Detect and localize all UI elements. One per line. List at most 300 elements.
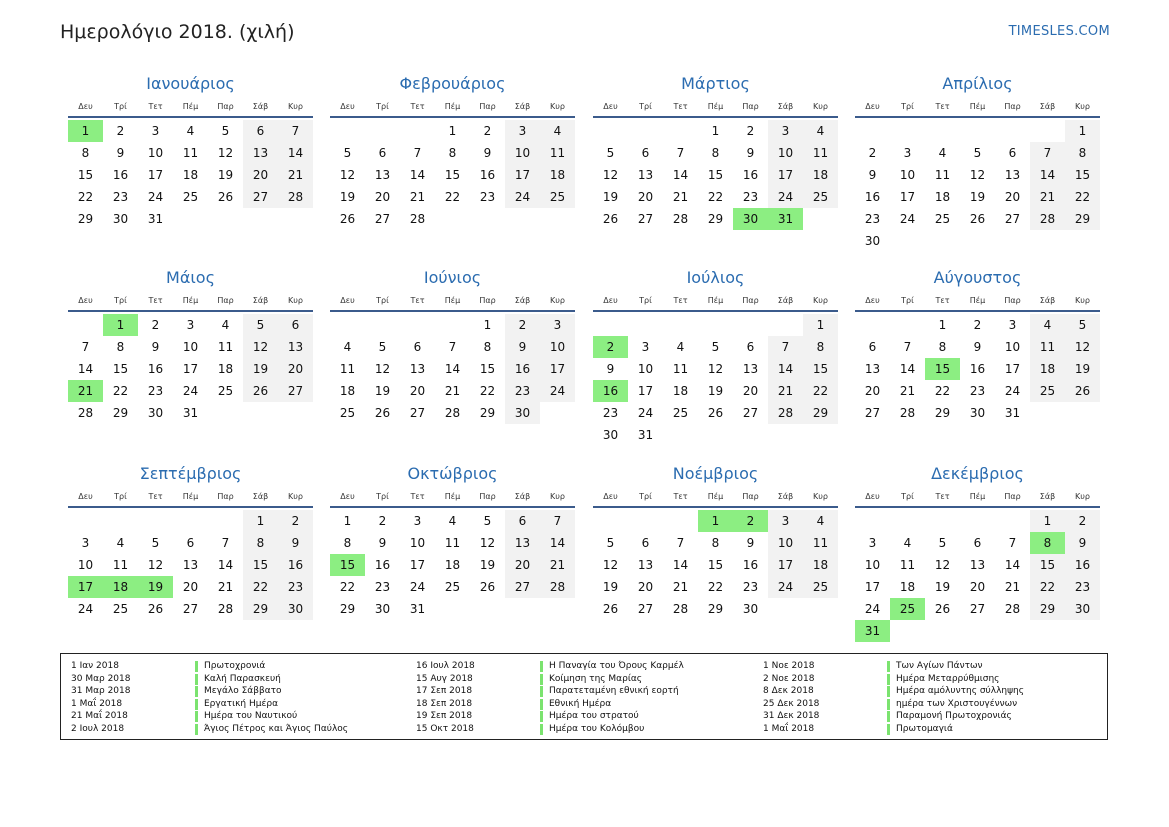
day-cell[interactable]: 2 xyxy=(746,124,755,138)
holiday-day-cell[interactable]: 8 xyxy=(1030,532,1065,554)
day-cell[interactable]: 6 xyxy=(1008,146,1017,160)
day-cell[interactable]: 18 xyxy=(339,384,356,398)
brand-link[interactable]: TIMESLES.COM xyxy=(1008,24,1110,39)
day-cell[interactable]: 16 xyxy=(742,168,759,182)
day-cell[interactable]: 11 xyxy=(672,362,689,376)
day-cell[interactable]: 19 xyxy=(217,168,234,182)
day-cell[interactable]: 20 xyxy=(374,190,391,204)
day-cell[interactable]: 8 xyxy=(448,146,457,160)
day-cell[interactable]: 1 xyxy=(1065,120,1100,142)
day-cell[interactable]: 21 xyxy=(1030,186,1065,208)
day-cell[interactable]: 29 xyxy=(77,212,94,226)
day-cell[interactable]: 27 xyxy=(182,602,199,616)
day-cell[interactable]: 13 xyxy=(637,558,654,572)
day-cell[interactable]: 23 xyxy=(864,212,881,226)
day-cell[interactable]: 22 xyxy=(707,580,724,594)
day-cell[interactable]: 3 xyxy=(768,120,803,142)
day-cell[interactable]: 26 xyxy=(243,380,278,402)
day-cell[interactable]: 26 xyxy=(934,602,951,616)
day-cell[interactable]: 18 xyxy=(803,164,838,186)
day-cell[interactable]: 1 xyxy=(343,514,352,528)
day-cell[interactable]: 8 xyxy=(711,536,720,550)
day-cell[interactable]: 30 xyxy=(147,406,164,420)
day-cell[interactable]: 24 xyxy=(899,212,916,226)
day-cell[interactable]: 11 xyxy=(217,340,234,354)
day-cell[interactable]: 17 xyxy=(768,164,803,186)
day-cell[interactable]: 21 xyxy=(217,580,234,594)
day-cell[interactable]: 20 xyxy=(864,384,881,398)
day-cell[interactable]: 1 xyxy=(1030,510,1065,532)
day-cell[interactable]: 13 xyxy=(243,142,278,164)
day-cell[interactable]: 25 xyxy=(1030,380,1065,402)
day-cell[interactable]: 11 xyxy=(540,142,575,164)
day-cell[interactable]: 20 xyxy=(637,580,654,594)
day-cell[interactable]: 31 xyxy=(409,602,426,616)
day-cell[interactable]: 17 xyxy=(899,190,916,204)
day-cell[interactable]: 1 xyxy=(243,510,278,532)
day-cell[interactable]: 23 xyxy=(742,190,759,204)
day-cell[interactable]: 25 xyxy=(540,186,575,208)
day-cell[interactable]: 24 xyxy=(768,186,803,208)
holiday-day-cell[interactable]: 1 xyxy=(103,314,138,336)
day-cell[interactable]: 13 xyxy=(374,168,391,182)
day-cell[interactable]: 10 xyxy=(147,146,164,160)
day-cell[interactable]: 12 xyxy=(934,558,951,572)
day-cell[interactable]: 19 xyxy=(602,190,619,204)
day-cell[interactable]: 27 xyxy=(637,212,654,226)
day-cell[interactable]: 10 xyxy=(637,362,654,376)
day-cell[interactable]: 31 xyxy=(182,406,199,420)
day-cell[interactable]: 7 xyxy=(1008,536,1017,550)
holiday-day-cell[interactable]: 16 xyxy=(593,380,628,402)
day-cell[interactable]: 7 xyxy=(903,340,912,354)
day-cell[interactable]: 9 xyxy=(151,340,160,354)
day-cell[interactable]: 2 xyxy=(973,318,982,332)
day-cell[interactable]: 10 xyxy=(1004,340,1021,354)
day-cell[interactable]: 5 xyxy=(606,146,615,160)
day-cell[interactable]: 3 xyxy=(768,510,803,532)
day-cell[interactable]: 23 xyxy=(278,576,313,598)
day-cell[interactable]: 3 xyxy=(641,340,650,354)
day-cell[interactable]: 8 xyxy=(483,340,492,354)
day-cell[interactable]: 23 xyxy=(602,406,619,420)
day-cell[interactable]: 7 xyxy=(768,336,803,358)
day-cell[interactable]: 9 xyxy=(1065,532,1100,554)
day-cell[interactable]: 30 xyxy=(278,598,313,620)
day-cell[interactable]: 30 xyxy=(969,406,986,420)
day-cell[interactable]: 8 xyxy=(938,340,947,354)
day-cell[interactable]: 9 xyxy=(746,146,755,160)
day-cell[interactable]: 31 xyxy=(147,212,164,226)
day-cell[interactable]: 4 xyxy=(938,146,947,160)
day-cell[interactable]: 15 xyxy=(707,558,724,572)
day-cell[interactable]: 20 xyxy=(742,384,759,398)
day-cell[interactable]: 10 xyxy=(768,142,803,164)
day-cell[interactable]: 9 xyxy=(505,336,540,358)
day-cell[interactable]: 23 xyxy=(969,384,986,398)
day-cell[interactable]: 23 xyxy=(147,384,164,398)
day-cell[interactable]: 26 xyxy=(147,602,164,616)
day-cell[interactable]: 10 xyxy=(899,168,916,182)
day-cell[interactable]: 23 xyxy=(505,380,540,402)
day-cell[interactable]: 27 xyxy=(409,406,426,420)
day-cell[interactable]: 1 xyxy=(483,318,492,332)
day-cell[interactable]: 28 xyxy=(899,406,916,420)
day-cell[interactable]: 18 xyxy=(540,164,575,186)
day-cell[interactable]: 16 xyxy=(864,190,881,204)
day-cell[interactable]: 15 xyxy=(77,168,94,182)
day-cell[interactable]: 30 xyxy=(374,602,391,616)
day-cell[interactable]: 17 xyxy=(540,358,575,380)
day-cell[interactable]: 28 xyxy=(77,406,94,420)
day-cell[interactable]: 4 xyxy=(186,124,195,138)
day-cell[interactable]: 24 xyxy=(505,186,540,208)
day-cell[interactable]: 27 xyxy=(505,576,540,598)
day-cell[interactable]: 5 xyxy=(1065,314,1100,336)
day-cell[interactable]: 24 xyxy=(1004,384,1021,398)
day-cell[interactable]: 24 xyxy=(540,380,575,402)
day-cell[interactable]: 28 xyxy=(1004,602,1021,616)
day-cell[interactable]: 9 xyxy=(278,532,313,554)
day-cell[interactable]: 26 xyxy=(339,212,356,226)
holiday-day-cell[interactable]: 31 xyxy=(768,208,803,230)
day-cell[interactable]: 16 xyxy=(147,362,164,376)
day-cell[interactable]: 25 xyxy=(934,212,951,226)
day-cell[interactable]: 24 xyxy=(77,602,94,616)
day-cell[interactable]: 24 xyxy=(182,384,199,398)
day-cell[interactable]: 6 xyxy=(186,536,195,550)
day-cell[interactable]: 26 xyxy=(602,602,619,616)
day-cell[interactable]: 28 xyxy=(672,602,689,616)
day-cell[interactable]: 7 xyxy=(676,146,685,160)
day-cell[interactable]: 21 xyxy=(1004,580,1021,594)
day-cell[interactable]: 3 xyxy=(868,536,877,550)
day-cell[interactable]: 27 xyxy=(637,602,654,616)
day-cell[interactable]: 21 xyxy=(672,580,689,594)
day-cell[interactable]: 11 xyxy=(112,558,129,572)
day-cell[interactable]: 1 xyxy=(938,318,947,332)
day-cell[interactable]: 28 xyxy=(217,602,234,616)
day-cell[interactable]: 20 xyxy=(969,580,986,594)
day-cell[interactable]: 2 xyxy=(868,146,877,160)
day-cell[interactable]: 29 xyxy=(1030,598,1065,620)
day-cell[interactable]: 15 xyxy=(479,362,496,376)
day-cell[interactable]: 24 xyxy=(147,190,164,204)
day-cell[interactable]: 2 xyxy=(505,314,540,336)
day-cell[interactable]: 14 xyxy=(672,168,689,182)
day-cell[interactable]: 21 xyxy=(899,384,916,398)
day-cell[interactable]: 20 xyxy=(243,164,278,186)
day-cell[interactable]: 8 xyxy=(711,146,720,160)
day-cell[interactable]: 9 xyxy=(606,362,615,376)
day-cell[interactable]: 24 xyxy=(409,580,426,594)
day-cell[interactable]: 26 xyxy=(217,190,234,204)
day-cell[interactable]: 18 xyxy=(899,580,916,594)
day-cell[interactable]: 4 xyxy=(903,536,912,550)
day-cell[interactable]: 7 xyxy=(448,340,457,354)
day-cell[interactable]: 17 xyxy=(147,168,164,182)
day-cell[interactable]: 3 xyxy=(903,146,912,160)
day-cell[interactable]: 27 xyxy=(243,186,278,208)
day-cell[interactable]: 22 xyxy=(1030,576,1065,598)
day-cell[interactable]: 12 xyxy=(217,146,234,160)
day-cell[interactable]: 8 xyxy=(343,536,352,550)
day-cell[interactable]: 2 xyxy=(278,510,313,532)
day-cell[interactable]: 13 xyxy=(637,168,654,182)
day-cell[interactable]: 2 xyxy=(378,514,387,528)
day-cell[interactable]: 5 xyxy=(606,536,615,550)
day-cell[interactable]: 2 xyxy=(151,318,160,332)
day-cell[interactable]: 4 xyxy=(343,340,352,354)
day-cell[interactable]: 25 xyxy=(182,190,199,204)
day-cell[interactable]: 27 xyxy=(374,212,391,226)
day-cell[interactable]: 15 xyxy=(112,362,129,376)
day-cell[interactable]: 23 xyxy=(112,190,129,204)
day-cell[interactable]: 15 xyxy=(444,168,461,182)
day-cell[interactable]: 12 xyxy=(602,168,619,182)
day-cell[interactable]: 9 xyxy=(973,340,982,354)
day-cell[interactable]: 11 xyxy=(444,536,461,550)
day-cell[interactable]: 14 xyxy=(444,362,461,376)
day-cell[interactable]: 17 xyxy=(409,558,426,572)
day-cell[interactable]: 30 xyxy=(505,402,540,424)
day-cell[interactable]: 8 xyxy=(81,146,90,160)
day-cell[interactable]: 10 xyxy=(409,536,426,550)
day-cell[interactable]: 12 xyxy=(243,336,278,358)
day-cell[interactable]: 11 xyxy=(1030,336,1065,358)
day-cell[interactable]: 19 xyxy=(707,384,724,398)
day-cell[interactable]: 27 xyxy=(278,380,313,402)
day-cell[interactable]: 6 xyxy=(378,146,387,160)
day-cell[interactable]: 8 xyxy=(116,340,125,354)
day-cell[interactable]: 25 xyxy=(217,384,234,398)
day-cell[interactable]: 20 xyxy=(409,384,426,398)
day-cell[interactable]: 18 xyxy=(217,362,234,376)
day-cell[interactable]: 2 xyxy=(1065,510,1100,532)
day-cell[interactable]: 2 xyxy=(116,124,125,138)
day-cell[interactable]: 24 xyxy=(768,576,803,598)
day-cell[interactable]: 25 xyxy=(672,406,689,420)
holiday-day-cell[interactable]: 30 xyxy=(733,208,768,230)
day-cell[interactable]: 11 xyxy=(934,168,951,182)
holiday-day-cell[interactable]: 31 xyxy=(855,620,890,642)
day-cell[interactable]: 12 xyxy=(339,168,356,182)
day-cell[interactable]: 12 xyxy=(374,362,391,376)
day-cell[interactable]: 21 xyxy=(278,164,313,186)
day-cell[interactable]: 19 xyxy=(243,358,278,380)
day-cell[interactable]: 7 xyxy=(676,536,685,550)
day-cell[interactable]: 16 xyxy=(1065,554,1100,576)
day-cell[interactable]: 7 xyxy=(278,120,313,142)
day-cell[interactable]: 19 xyxy=(1065,358,1100,380)
day-cell[interactable]: 7 xyxy=(221,536,230,550)
day-cell[interactable]: 9 xyxy=(116,146,125,160)
day-cell[interactable]: 14 xyxy=(540,532,575,554)
day-cell[interactable]: 29 xyxy=(112,406,129,420)
day-cell[interactable]: 10 xyxy=(540,336,575,358)
day-cell[interactable]: 22 xyxy=(339,580,356,594)
day-cell[interactable]: 16 xyxy=(505,358,540,380)
holiday-day-cell[interactable]: 17 xyxy=(68,576,103,598)
day-cell[interactable]: 12 xyxy=(969,168,986,182)
day-cell[interactable]: 29 xyxy=(339,602,356,616)
day-cell[interactable]: 30 xyxy=(602,428,619,442)
day-cell[interactable]: 21 xyxy=(444,384,461,398)
day-cell[interactable]: 9 xyxy=(378,536,387,550)
day-cell[interactable]: 13 xyxy=(864,362,881,376)
day-cell[interactable]: 10 xyxy=(77,558,94,572)
day-cell[interactable]: 29 xyxy=(803,402,838,424)
day-cell[interactable]: 13 xyxy=(278,336,313,358)
day-cell[interactable]: 29 xyxy=(707,602,724,616)
day-cell[interactable]: 5 xyxy=(483,514,492,528)
day-cell[interactable]: 18 xyxy=(1030,358,1065,380)
day-cell[interactable]: 11 xyxy=(339,362,356,376)
day-cell[interactable]: 1 xyxy=(448,124,457,138)
day-cell[interactable]: 18 xyxy=(934,190,951,204)
day-cell[interactable]: 5 xyxy=(343,146,352,160)
day-cell[interactable]: 29 xyxy=(1065,208,1100,230)
day-cell[interactable]: 15 xyxy=(243,554,278,576)
day-cell[interactable]: 24 xyxy=(637,406,654,420)
day-cell[interactable]: 20 xyxy=(182,580,199,594)
day-cell[interactable]: 16 xyxy=(374,558,391,572)
day-cell[interactable]: 26 xyxy=(969,212,986,226)
day-cell[interactable]: 17 xyxy=(768,554,803,576)
day-cell[interactable]: 14 xyxy=(77,362,94,376)
day-cell[interactable]: 15 xyxy=(1030,554,1065,576)
day-cell[interactable]: 7 xyxy=(81,340,90,354)
day-cell[interactable]: 4 xyxy=(676,340,685,354)
day-cell[interactable]: 28 xyxy=(444,406,461,420)
holiday-day-cell[interactable]: 2 xyxy=(593,336,628,358)
day-cell[interactable]: 14 xyxy=(1004,558,1021,572)
day-cell[interactable]: 13 xyxy=(1004,168,1021,182)
day-cell[interactable]: 12 xyxy=(602,558,619,572)
day-cell[interactable]: 6 xyxy=(868,340,877,354)
day-cell[interactable]: 15 xyxy=(1065,164,1100,186)
day-cell[interactable]: 28 xyxy=(409,212,426,226)
day-cell[interactable]: 5 xyxy=(151,536,160,550)
day-cell[interactable]: 9 xyxy=(868,168,877,182)
holiday-day-cell[interactable]: 25 xyxy=(890,598,925,620)
day-cell[interactable]: 14 xyxy=(899,362,916,376)
day-cell[interactable]: 8 xyxy=(1065,142,1100,164)
day-cell[interactable]: 5 xyxy=(243,314,278,336)
day-cell[interactable]: 4 xyxy=(540,120,575,142)
day-cell[interactable]: 22 xyxy=(479,384,496,398)
day-cell[interactable]: 18 xyxy=(444,558,461,572)
holiday-day-cell[interactable]: 1 xyxy=(698,510,733,532)
day-cell[interactable]: 9 xyxy=(483,146,492,160)
day-cell[interactable]: 3 xyxy=(413,514,422,528)
day-cell[interactable]: 15 xyxy=(803,358,838,380)
holiday-day-cell[interactable]: 2 xyxy=(733,510,768,532)
day-cell[interactable]: 17 xyxy=(864,580,881,594)
day-cell[interactable]: 13 xyxy=(742,362,759,376)
day-cell[interactable]: 14 xyxy=(278,142,313,164)
holiday-day-cell[interactable]: 21 xyxy=(68,380,103,402)
day-cell[interactable]: 21 xyxy=(672,190,689,204)
day-cell[interactable]: 28 xyxy=(672,212,689,226)
day-cell[interactable]: 3 xyxy=(505,120,540,142)
day-cell[interactable]: 6 xyxy=(641,146,650,160)
day-cell[interactable]: 26 xyxy=(374,406,391,420)
day-cell[interactable]: 3 xyxy=(540,314,575,336)
day-cell[interactable]: 23 xyxy=(1065,576,1100,598)
day-cell[interactable]: 14 xyxy=(217,558,234,572)
holiday-day-cell[interactable]: 18 xyxy=(103,576,138,598)
day-cell[interactable]: 6 xyxy=(641,536,650,550)
day-cell[interactable]: 26 xyxy=(602,212,619,226)
day-cell[interactable]: 16 xyxy=(479,168,496,182)
day-cell[interactable]: 10 xyxy=(864,558,881,572)
day-cell[interactable]: 4 xyxy=(448,514,457,528)
day-cell[interactable]: 24 xyxy=(864,602,881,616)
day-cell[interactable]: 9 xyxy=(746,536,755,550)
day-cell[interactable]: 16 xyxy=(278,554,313,576)
day-cell[interactable]: 10 xyxy=(182,340,199,354)
day-cell[interactable]: 28 xyxy=(278,186,313,208)
day-cell[interactable]: 27 xyxy=(1004,212,1021,226)
day-cell[interactable]: 22 xyxy=(707,190,724,204)
day-cell[interactable]: 30 xyxy=(112,212,129,226)
day-cell[interactable]: 5 xyxy=(973,146,982,160)
day-cell[interactable]: 16 xyxy=(112,168,129,182)
day-cell[interactable]: 29 xyxy=(707,212,724,226)
day-cell[interactable]: 7 xyxy=(1030,142,1065,164)
day-cell[interactable]: 12 xyxy=(479,536,496,550)
day-cell[interactable]: 29 xyxy=(934,406,951,420)
day-cell[interactable]: 28 xyxy=(768,402,803,424)
day-cell[interactable]: 21 xyxy=(409,190,426,204)
day-cell[interactable]: 14 xyxy=(1030,164,1065,186)
day-cell[interactable]: 27 xyxy=(742,406,759,420)
day-cell[interactable]: 1 xyxy=(711,124,720,138)
day-cell[interactable]: 27 xyxy=(864,406,881,420)
day-cell[interactable]: 1 xyxy=(803,314,838,336)
day-cell[interactable]: 13 xyxy=(505,532,540,554)
day-cell[interactable]: 22 xyxy=(444,190,461,204)
day-cell[interactable]: 6 xyxy=(413,340,422,354)
day-cell[interactable]: 10 xyxy=(505,142,540,164)
day-cell[interactable]: 11 xyxy=(803,532,838,554)
day-cell[interactable]: 2 xyxy=(483,124,492,138)
day-cell[interactable]: 8 xyxy=(803,336,838,358)
day-cell[interactable]: 15 xyxy=(707,168,724,182)
holiday-day-cell[interactable]: 15 xyxy=(925,358,960,380)
day-cell[interactable]: 17 xyxy=(505,164,540,186)
day-cell[interactable]: 18 xyxy=(182,168,199,182)
day-cell[interactable]: 17 xyxy=(637,384,654,398)
day-cell[interactable]: 22 xyxy=(803,380,838,402)
day-cell[interactable]: 6 xyxy=(278,314,313,336)
day-cell[interactable]: 22 xyxy=(77,190,94,204)
day-cell[interactable]: 12 xyxy=(1065,336,1100,358)
day-cell[interactable]: 6 xyxy=(505,510,540,532)
day-cell[interactable]: 11 xyxy=(803,142,838,164)
day-cell[interactable]: 19 xyxy=(602,580,619,594)
day-cell[interactable]: 14 xyxy=(409,168,426,182)
day-cell[interactable]: 8 xyxy=(243,532,278,554)
day-cell[interactable]: 21 xyxy=(540,554,575,576)
day-cell[interactable]: 29 xyxy=(479,406,496,420)
day-cell[interactable]: 13 xyxy=(182,558,199,572)
day-cell[interactable]: 23 xyxy=(374,580,391,594)
day-cell[interactable]: 19 xyxy=(934,580,951,594)
day-cell[interactable]: 26 xyxy=(479,580,496,594)
day-cell[interactable]: 19 xyxy=(479,558,496,572)
